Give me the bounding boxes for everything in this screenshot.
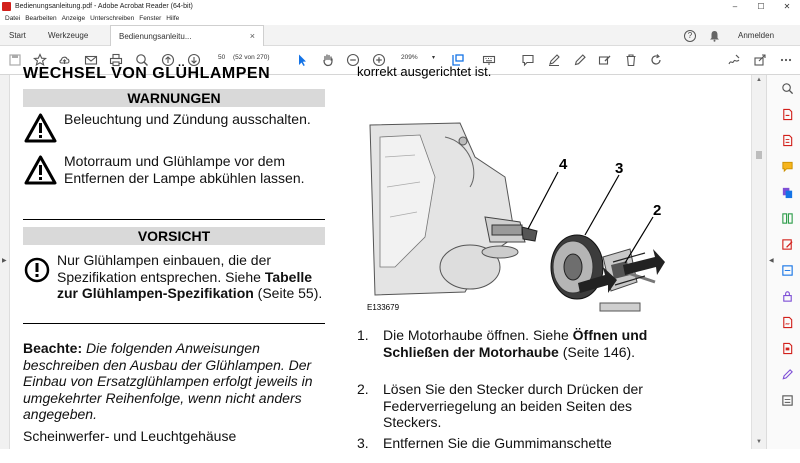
scan-icon xyxy=(781,264,794,277)
fill-sign-icon xyxy=(781,368,794,381)
combine-files-tool[interactable] xyxy=(780,185,794,199)
maximize-button[interactable]: ☐ xyxy=(757,2,765,11)
help-icon: ? xyxy=(684,30,696,42)
step-text-a: Die Motorhaube öffnen. Siehe xyxy=(383,327,573,343)
continuation-text: korrekt ausgerichtet ist. xyxy=(357,64,492,79)
caution-text-part-2: (Seite 55). xyxy=(253,285,323,301)
title-bar xyxy=(0,0,800,13)
page-count-label: (52 von 270) xyxy=(233,54,270,61)
divider xyxy=(23,219,325,220)
caution-text xyxy=(57,252,332,302)
menu-hilfe[interactable]: Hilfe xyxy=(166,15,180,22)
divider xyxy=(23,323,325,324)
cut-off-line: Scheinwerfer- und Leuchtgehäuse xyxy=(23,428,237,444)
page-number-input[interactable]: 50 xyxy=(218,54,226,61)
step-1 xyxy=(357,327,667,387)
menu-unterschreiben[interactable]: Unterschreiben xyxy=(90,15,135,22)
prepare-form-icon xyxy=(781,342,794,355)
organize-pages-tool[interactable] xyxy=(780,211,794,225)
edit-pdf-icon xyxy=(781,238,794,251)
step-text: Lösen Sie den Stecker durch Drücken der Federverriegelung an beiden Seiten des Steckers. xyxy=(383,381,643,430)
note-paragraph xyxy=(23,340,328,423)
callout-2: 2 xyxy=(653,202,662,219)
request-sign-tool[interactable] xyxy=(780,315,794,329)
minimize-button[interactable]: – xyxy=(732,2,738,11)
scroll-up-icon[interactable]: ▲ xyxy=(756,77,762,83)
fill-sign-button[interactable] xyxy=(726,52,742,68)
left-panel-toggle[interactable] xyxy=(0,75,10,449)
chevron-down-icon[interactable]: ▾ xyxy=(432,55,436,61)
document-viewport[interactable] xyxy=(0,64,766,451)
ellipsis-icon xyxy=(779,53,793,67)
note-text: Die folgenden Anweisungen beschreiben den Ausbau der Glühlampen. Der Einbau von Ersatzglühlampen erfolgt jeweils in umgekehrter Reihenfolge, wenn nicht anders angegeben. xyxy=(23,340,313,422)
search-tool[interactable] xyxy=(780,81,794,95)
window-title: Bedienungsanleitung.pdf - Adobe Acrobat Reader (64-bit) xyxy=(15,3,193,10)
menu-bar xyxy=(0,13,800,24)
callout-4: 4 xyxy=(559,156,568,173)
warning-text-2: Motorraum und Glühlampe vor dem Entfernen der Lampe abkühlen lassen. xyxy=(64,153,305,186)
warnings-box xyxy=(23,89,325,107)
create-pdf-tool[interactable] xyxy=(780,133,794,147)
organize-icon xyxy=(781,212,794,225)
create-pdf-icon xyxy=(781,134,794,147)
callout-3: 3 xyxy=(615,160,624,177)
signin-link[interactable]: Anmelden xyxy=(738,31,775,40)
step-text: Entfernen Sie die Gummimanschette xyxy=(383,435,612,451)
share-icon xyxy=(753,53,767,67)
comment-yellow-icon xyxy=(781,160,794,173)
caution-box xyxy=(23,227,325,245)
tab-start[interactable]: Start xyxy=(9,31,26,40)
headlamp-illustration xyxy=(365,117,662,315)
scrollbar-thumb[interactable] xyxy=(756,151,762,159)
menu-bearbeiten[interactable]: Bearbeiten xyxy=(25,15,57,22)
close-window-button[interactable]: ✕ xyxy=(783,2,791,11)
step-3 xyxy=(357,435,667,455)
caution-exclamation-icon xyxy=(24,257,50,283)
protect-tool[interactable] xyxy=(780,289,794,303)
comment-tool[interactable] xyxy=(780,159,794,173)
help-button[interactable] xyxy=(684,25,696,46)
combine-icon xyxy=(781,186,794,199)
step-number: 3. xyxy=(357,435,369,451)
search-icon xyxy=(781,82,794,95)
section-heading: WECHSEL VON GLÜHLAMPEN xyxy=(23,65,271,82)
pdf-page xyxy=(0,63,716,463)
tab-document[interactable] xyxy=(110,25,264,46)
share-link-button[interactable] xyxy=(752,52,768,68)
warning-triangle-icon xyxy=(24,113,57,143)
expand-left-icon[interactable]: ▶ xyxy=(2,258,7,264)
menu-datei[interactable]: Datei xyxy=(5,15,21,22)
menu-fenster[interactable]: Fenster xyxy=(139,15,162,22)
caution-link[interactable]: Tabelle zur Glühlampen-Spezifikation xyxy=(57,268,313,301)
step-text-b: (Seite 146). xyxy=(558,343,636,360)
notifications-bell[interactable] xyxy=(709,25,720,46)
right-tools-panel xyxy=(766,75,800,449)
scroll-down-icon[interactable]: ▼ xyxy=(756,439,762,445)
export-pdf-tool[interactable] xyxy=(780,107,794,121)
warnings-header: WARNUNGEN xyxy=(23,89,325,107)
caution-text-part-1: Nur Glühlampen einbauen, die der Spezifikation entsprechen. Siehe xyxy=(57,252,272,285)
export-pdf-icon xyxy=(781,108,794,121)
step-link[interactable]: Öffnen und Schließen der Motorhaube xyxy=(383,327,648,360)
acrobat-app-icon xyxy=(2,2,11,11)
tools-icon xyxy=(781,394,794,407)
sign-pen-icon xyxy=(727,53,741,67)
request-sign-icon xyxy=(781,316,794,329)
more-panel-tools[interactable] xyxy=(780,393,794,407)
tab-document-label: Bedienungsanleitu... xyxy=(119,31,192,41)
step-2 xyxy=(357,381,667,436)
vertical-scrollbar[interactable] xyxy=(751,75,766,449)
more-tools-button[interactable] xyxy=(778,52,794,68)
tab-tools[interactable]: Werkzeuge xyxy=(48,31,89,40)
zoom-level-select[interactable]: 209% xyxy=(401,54,418,61)
protect-icon xyxy=(781,290,794,303)
close-tab-icon[interactable]: × xyxy=(249,31,255,41)
window-controls xyxy=(722,0,800,13)
step-text xyxy=(383,327,683,360)
illustration-code: E133679 xyxy=(367,303,400,312)
bell-icon xyxy=(709,30,720,42)
collapse-right-icon[interactable]: ◀ xyxy=(769,258,774,264)
edit-pdf-tool[interactable] xyxy=(780,237,794,251)
warning-triangle-icon xyxy=(24,155,57,185)
menu-anzeige[interactable]: Anzeige xyxy=(61,15,86,22)
tab-bar xyxy=(0,25,800,46)
fill-sign-tool[interactable] xyxy=(780,367,794,381)
prepare-form-tool[interactable] xyxy=(780,341,794,355)
caution-header: VORSICHT xyxy=(23,227,325,245)
scan-tool[interactable] xyxy=(780,263,794,277)
note-label: Beachte: xyxy=(23,340,83,356)
step-number: 1. xyxy=(357,327,369,343)
step-number: 2. xyxy=(357,381,369,397)
warning-text-1: Beleuchtung und Zündung ausschalten. xyxy=(64,111,311,127)
